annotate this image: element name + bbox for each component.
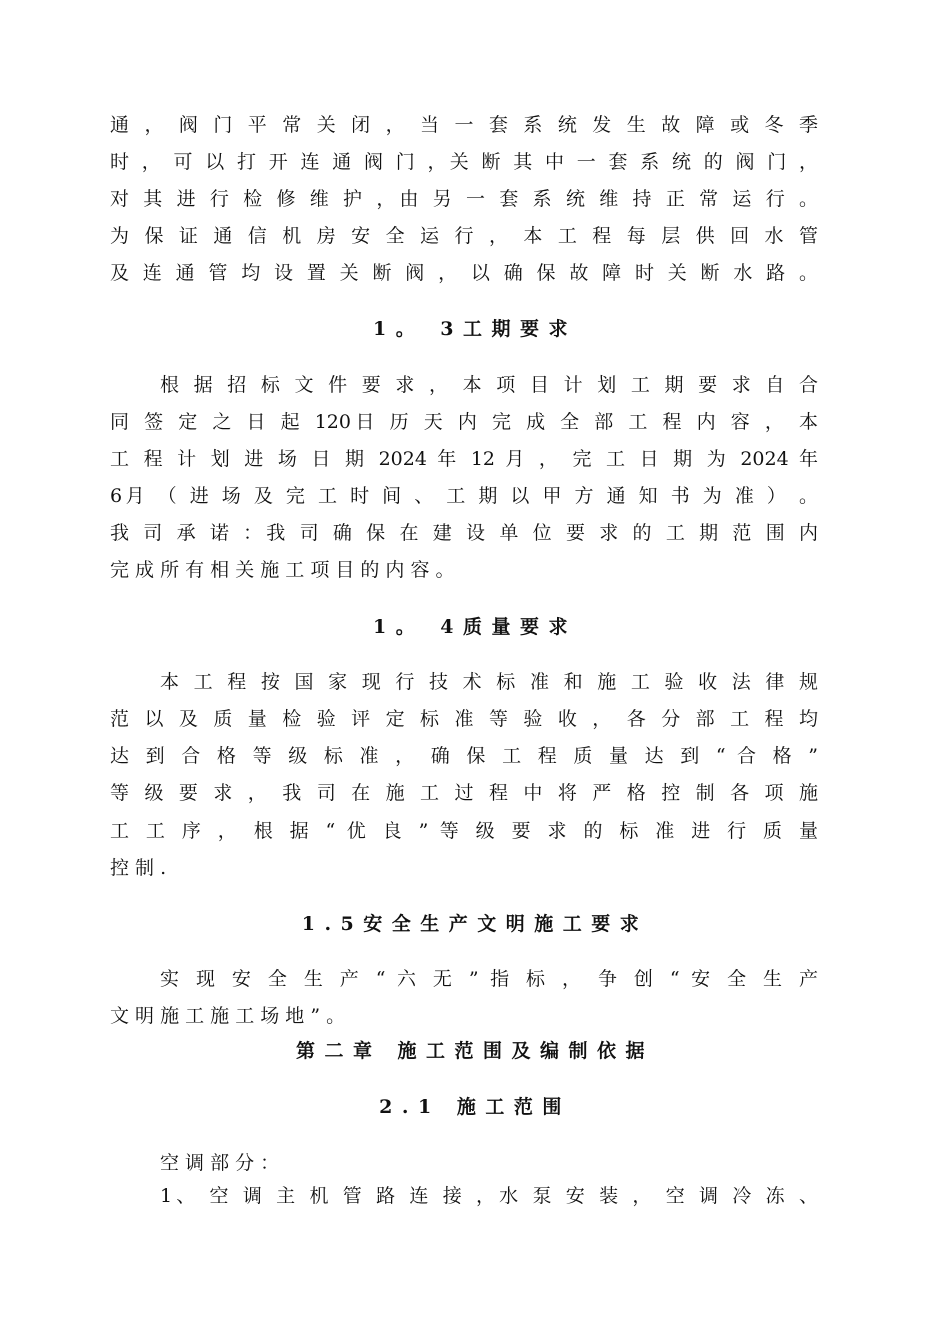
section-heading-2-1: 2.1 施工范围 xyxy=(379,1096,571,1118)
paragraph-line: 范 以 及 质 量 检 验 评 定 标 准 等 验 收 ， 各 分 部 工 程 均 xyxy=(110,708,818,730)
paragraph-line: 完 成 所 有 相 关 施 工 项 目 的 内 容 。 xyxy=(110,559,455,581)
chapter-title: 第二章 施工范围及编制依据 xyxy=(295,1040,655,1062)
section-heading-1-3: 1。 3工期要求 xyxy=(372,318,578,340)
paragraph-line: 1、 空 调 主 机 管 路 连 接 ，水 泵 安 装 ， 空 调 冷 冻 、 xyxy=(160,1185,818,1207)
paragraph-line: 同 签 定 之 日 起 120日 历 天 内 完 成 全 部 工 程 内 容 ， 本 xyxy=(110,411,818,433)
paragraph-line: 根 据 招 标 文 件 要 求 ， 本 项 目 计 划 工 期 要 求 自 合 xyxy=(160,374,818,396)
paragraph-line: 控 制 . xyxy=(110,857,167,879)
paragraph-line: 达 到 合 格 等 级 标 准 ， 确 保 工 程 质 量 达 到 “ 合 格 ” xyxy=(110,745,818,767)
paragraph-line: 对 其 进 行 检 修 维 护 ，由 另 一 套 系 统 维 持 正 常 运 行 。 xyxy=(110,188,818,210)
paragraph-line: 时 ， 可 以 打 开 连 通 阀 门 ，关 断 其 中 一 套 系 统 的 阀 门 ， xyxy=(110,151,818,173)
paragraph-line: 工 工 序 ， 根 据 “ 优 良 ” 等 级 要 求 的 标 准 进 行 质 量 xyxy=(110,820,818,842)
section-heading-1-4: 1。 4质量要求 xyxy=(372,616,578,638)
paragraph-line: 实 现 安 全 生 产 “ 六 无 ” 指 标 ， 争 创 “ 安 全 生 产 xyxy=(160,968,818,990)
paragraph-line: 工 程 计 划 进 场 日 期 2024 年 12 月 ， 完 工 日 期 为 2024 年 xyxy=(110,448,818,470)
paragraph-line: 为 保 证 通 信 机 房 安 全 运 行 ， 本 工 程 每 层 供 回 水 管 xyxy=(110,225,818,247)
paragraph-line: 及 连 通 管 均 设 置 关 断 阀 ， 以 确 保 故 障 时 关 断 水 路 。 xyxy=(110,262,818,284)
section-heading-1-5: 1.5安全生产文明施工要求 xyxy=(301,913,649,935)
paragraph-line: 本 工 程 按 国 家 现 行 技 术 标 准 和 施 工 验 收 法 律 规 xyxy=(160,671,818,693)
paragraph-line: 文 明 施 工 施 工 场 地 ” 。 xyxy=(110,1005,346,1027)
paragraph-line: 等 级 要 求 ， 我 司 在 施 工 过 程 中 将 严 格 控 制 各 项 施 xyxy=(110,782,818,804)
paragraph-line: 6月 （ 进 场 及 完 工 时 间 、 工 期 以 甲 方 通 知 书 为 准 ） 。 xyxy=(110,485,818,507)
paragraph-line: 我 司 承 诺 ：我 司 确 保 在 建 设 单 位 要 求 的 工 期 范 围 内 xyxy=(110,522,818,544)
paragraph-line: 通 ， 阀 门 平 常 关 闭 ， 当 一 套 系 统 发 生 故 障 或 冬 季 xyxy=(110,114,818,136)
paragraph-line: 空 调 部 分 ： xyxy=(160,1152,280,1174)
